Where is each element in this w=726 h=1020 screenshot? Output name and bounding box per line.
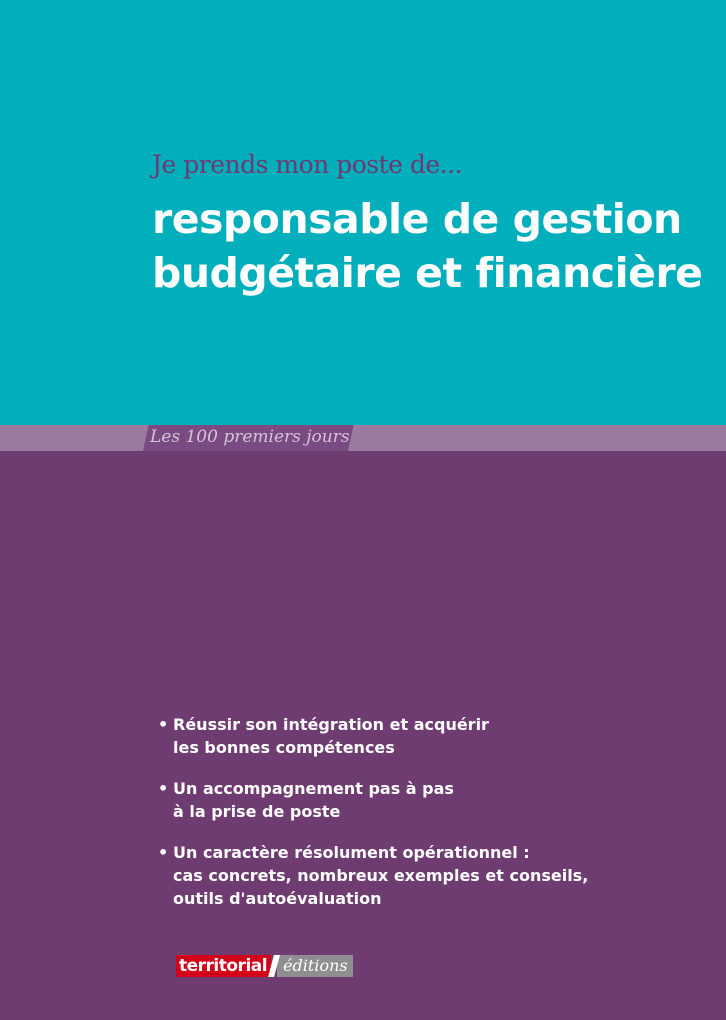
- feature-text: outils d'autoévaluation: [173, 889, 382, 908]
- feature-text: Un caractère résolument opérationnel :: [173, 843, 530, 862]
- bullet-icon: •: [158, 715, 169, 734]
- feature-text: Un accompagnement pas à pas: [173, 779, 454, 798]
- bullet-icon: •: [158, 843, 169, 862]
- book-title: [152, 192, 702, 300]
- bullet-icon: •: [158, 779, 169, 798]
- publisher-logo: [176, 955, 353, 977]
- feature-text: Réussir son intégration et acquérir: [173, 715, 489, 734]
- collection-name: Les 100 premiers jours: [150, 427, 350, 447]
- book-title-line-2: budgétaire et financière: [152, 249, 703, 297]
- feature-item: [158, 713, 588, 759]
- feature-text: à la prise de poste: [173, 802, 341, 821]
- feature-item: [158, 777, 588, 823]
- feature-text: cas concrets, nombreux exemples et conseils,: [173, 866, 589, 885]
- series-label: Je prends mon poste de...: [152, 150, 463, 179]
- publisher-imprint: éditions: [277, 955, 353, 977]
- collection-band: [0, 425, 726, 451]
- book-title-line-1: responsable de gestion: [152, 195, 682, 243]
- feature-item: [158, 841, 588, 910]
- feature-text: les bonnes compétences: [173, 738, 395, 757]
- publisher-name: territorial: [176, 955, 271, 977]
- feature-list: [158, 713, 588, 928]
